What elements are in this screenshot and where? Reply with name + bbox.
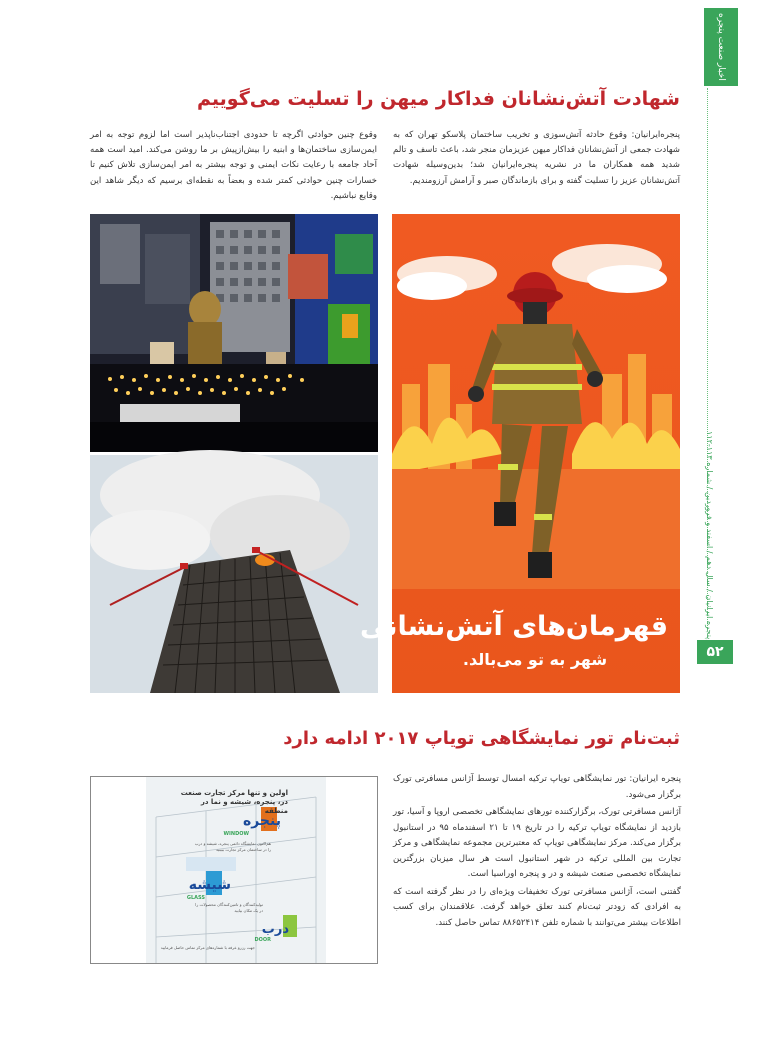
- ad-brand-window-sub: WINDOW: [223, 831, 249, 837]
- firefighter-poster: [360, 214, 680, 693]
- poster-subtitle: شهر به تو می‌بالد.: [462, 650, 608, 669]
- ad-brand-glass-sub: GLASS: [186, 895, 205, 901]
- building-fire-photo-art: [90, 455, 378, 693]
- article2-body: [393, 772, 681, 960]
- ad-note: هم‌اکنون نمایشگاه دائمی پنجره، شیشه و درب را در ساختمان مرکز تجارت ببینید: [194, 841, 271, 852]
- ad-brand-door-sub: DOOR: [254, 937, 271, 943]
- poster-title: قهرمان‌های آتش‌نشانی: [360, 611, 668, 642]
- section-tab-label: اخبار صنعت پنجره: [716, 13, 726, 81]
- memorial-photo-art: [90, 214, 378, 452]
- article2-paragraph: گفتنی است، آژانس مسافرتی تورک تخفیفات ویژه‌ای را در نظر گرفته است که به افرادی که زودتر ثبت‌نام کنند تعلق خواهد گرفت. علاقمندان برای کسب اطلاعات بیشتر می‌توانند با شماره تلفن ۸۸۶۵۲۴۱۴ تماس حاصل کنند.: [393, 886, 681, 928]
- ad-headline: اولین و تنها مرکز تجارت صنعت در، پنجره، شیشه و نما در منطقه: [180, 789, 288, 815]
- article2-paragraph: پنجره ایرانیان: تور نمایشگاهی تویاپ ترکیه امسال توسط آژانس مسافرتی تورک برگزار می‌شود.: [393, 774, 681, 800]
- issue-info: پنجره ایرانیان / سال دهم / اسفند و فروردین / شماره ۱۱۳-۱۱۲: [705, 430, 714, 640]
- building-fire-photo: [90, 455, 378, 693]
- article-column-left: وقوع چنین حوادثی اگرچه تا حدودی اجتناب‌ناپذیر است اما لزوم توجه به امر ایمن‌سازی ساختمان‌ها و ابنیه را بیش‌ازپیش بر ما روشن می‌کند. امید است همه آحاد جامعه با رعایت نکات ایمنی و توجه بیشتر به امر ایمن‌سازی تلاش کنیم تا خسارات چنین حوادثی کمتر شده و بعضاً به نقطه‌ای برسیم که دیگر شاهد این وقایع نباشیم.: [90, 130, 377, 201]
- article2-paragraph: آژانس مسافرتی تورک، برگزارکننده تورهای نمایشگاهی تخصصی اروپا و آسیا، تور بازدید از نمایشگاه تویاپ ترکیه را در تاریخ ۱۹ تا ۲۱ اسفندماه ۹۵ در استانبول برگزار می‌کند. مرکز نمایشگاهی تویاپ که معتبرترین مجموعه نمایشگاهی و مرکز تجارت بین المللی ترکیه در شهر استانبول است هر سال میزبان بزرگترین نمایشگاه تخصصی صنعت شیشه و در و پنجره اوراسیا است.: [393, 807, 681, 879]
- page-number: ۵۲: [697, 640, 733, 664]
- ad-brand-door: درب: [261, 922, 289, 937]
- ad-note: جهت رزرو غرفه با شماره‌های مرکز تماس حاصل فرمایید: [160, 945, 255, 950]
- article-title: شهادت آتش‌نشانان فداکار میهن را تسلیت می‌گوییم: [197, 88, 680, 110]
- article-column-right: پنجره‌ایرانیان: وقوع حادثه آتش‌سوزی و تخریب ساختمان پلاسکو تهران که به شهادت جمعی از آتش‌نشانان فداکار میهن عزیزمان منجر شد، باعث تاسف و تالم شدید همه همکاران ما در نشریه پنجره‌ایرانیان شد؛ بدین‌وسیله شهادت آتش‌نشانان عزیز را تسلیت گفته و برای بازماندگان صبر و آرامش آرزومندیم.: [393, 130, 680, 186]
- article2-title: ثبت‌نام تور نمایشگاهی تویاپ ۲۰۱۷ ادامه دارد: [283, 728, 680, 749]
- ad-brand-window: پنجره: [242, 813, 281, 829]
- ad-brand-glass: شیشه: [188, 877, 231, 893]
- memorial-photo: [90, 214, 378, 452]
- trade-center-ad: [90, 776, 378, 964]
- ad-note: تولیدکنندگان و تامین‌کنندگان محصولات را در یک مکان بیابید: [195, 902, 263, 913]
